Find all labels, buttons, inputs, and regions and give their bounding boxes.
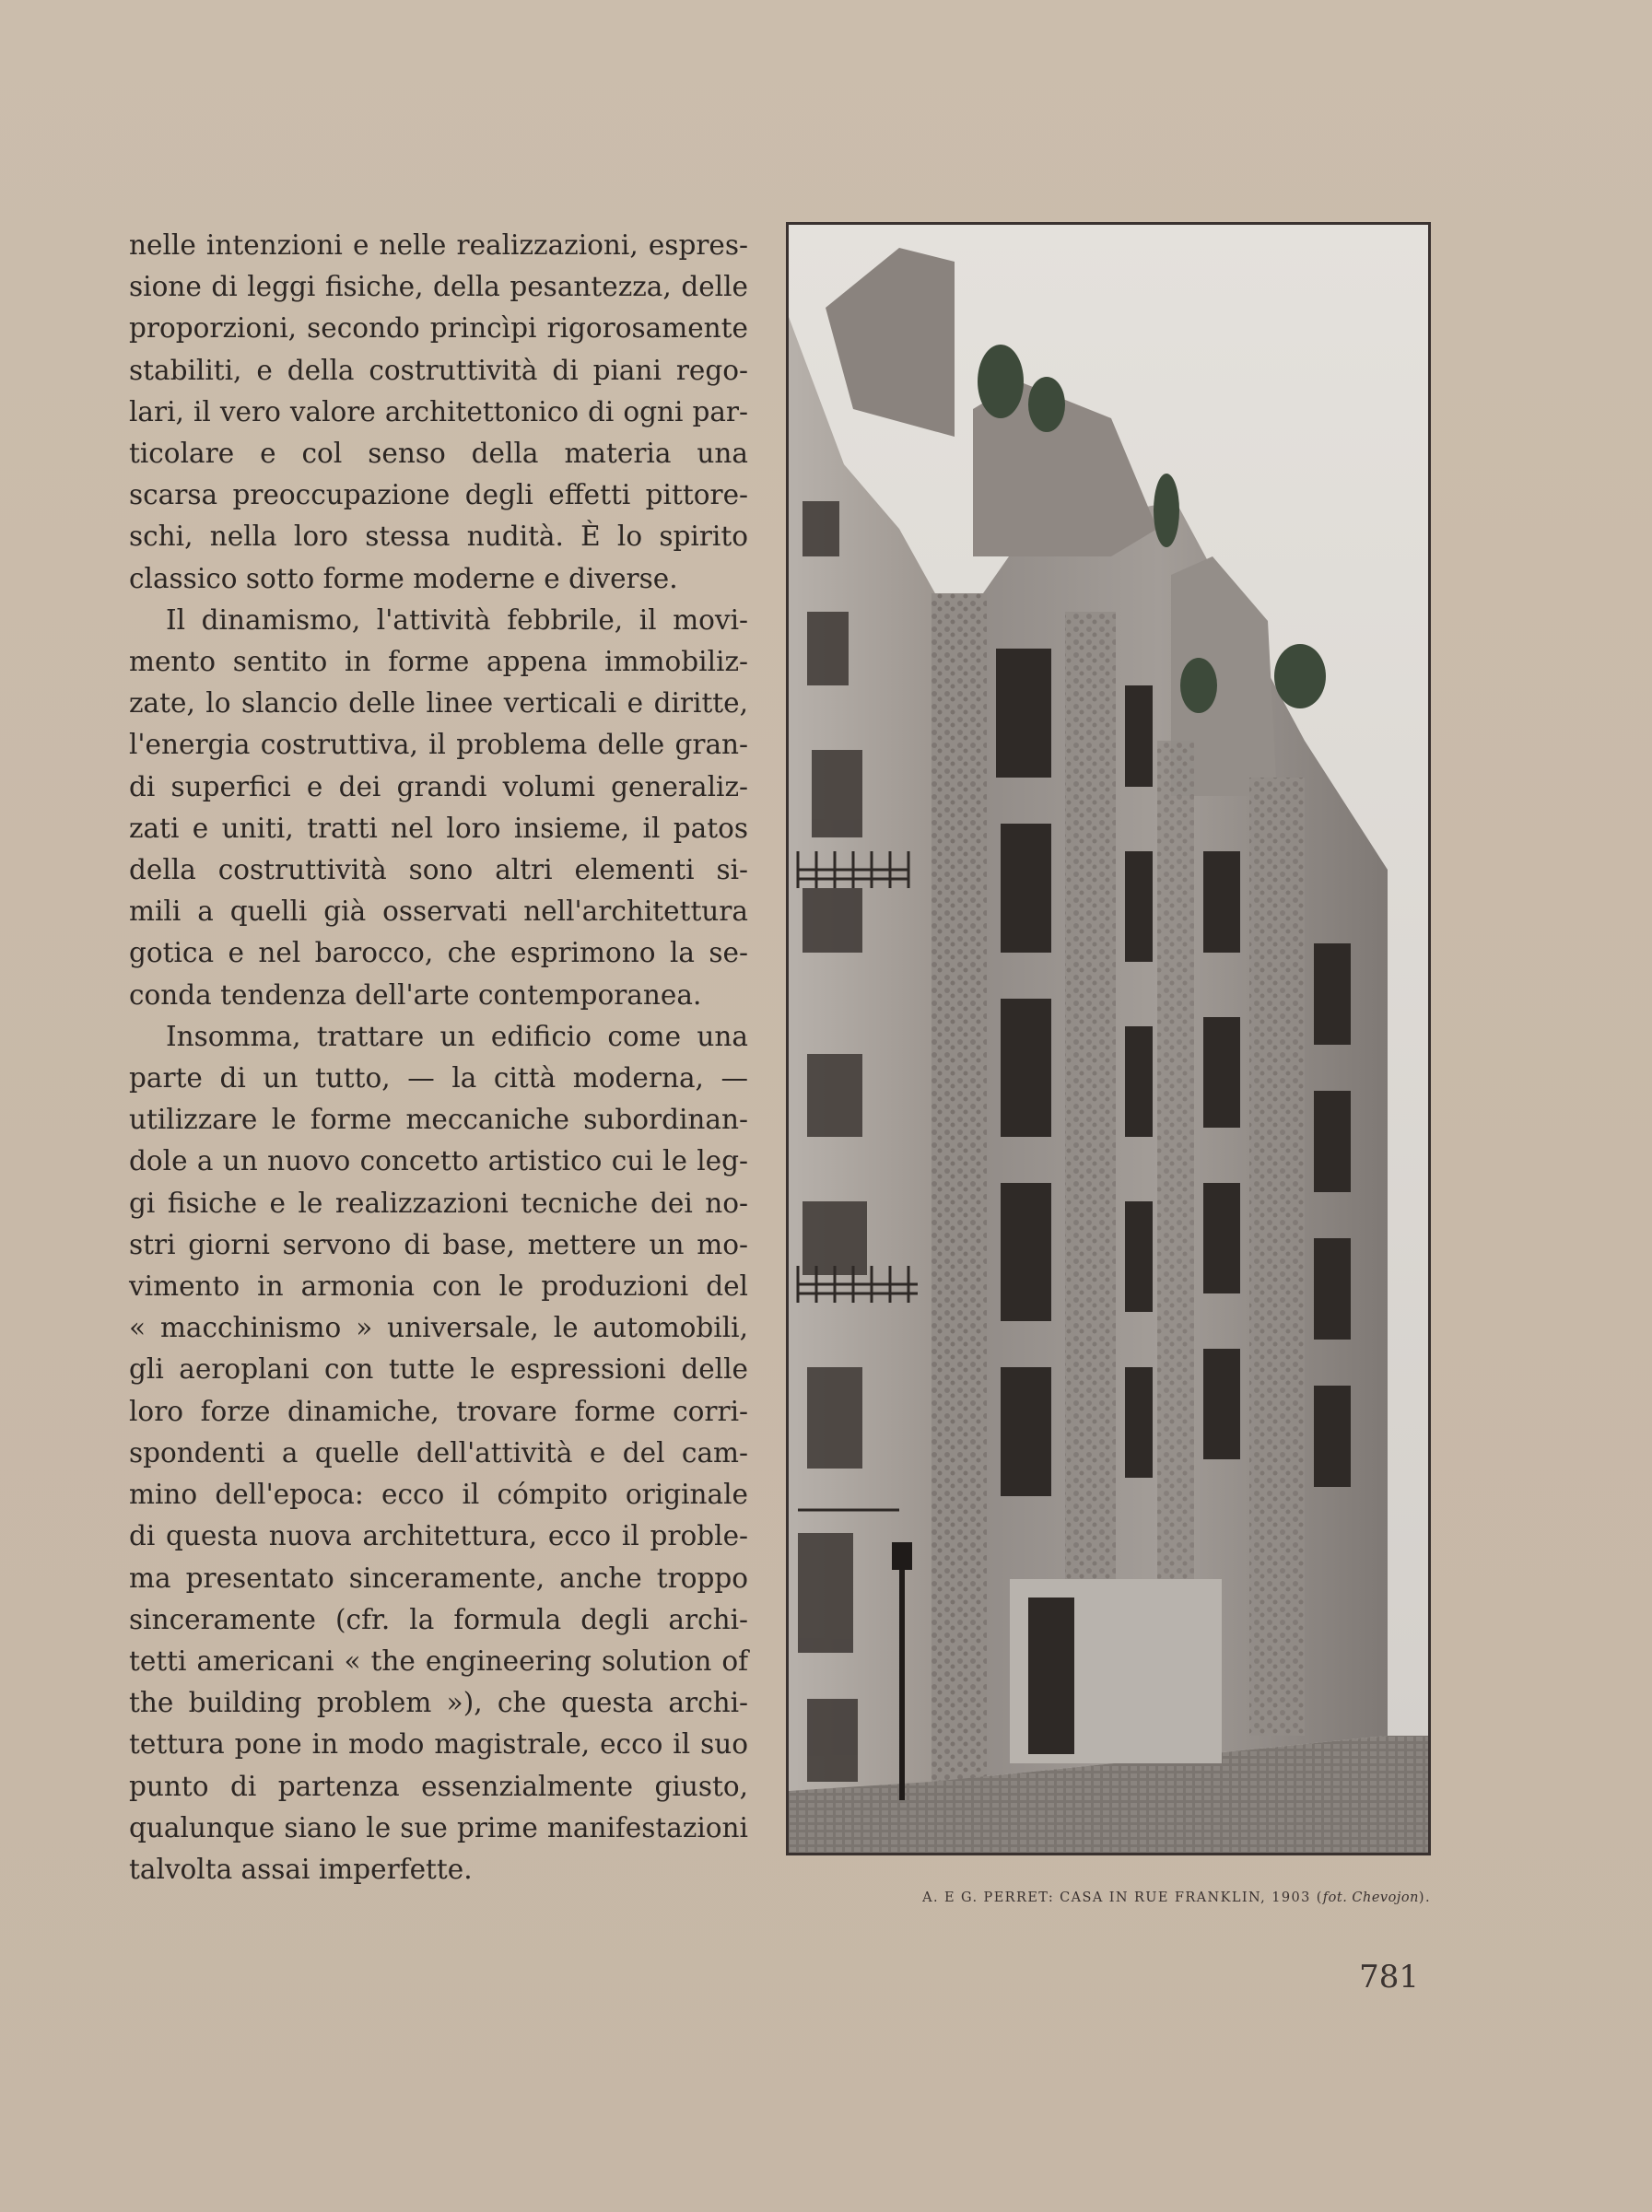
text-line: sione di leggi fisiche, della pesantezza, delle — [129, 271, 748, 303]
text-line: stri giorni servono di base, mettere un mo- — [129, 1228, 748, 1260]
text-line: « macchinismo » universale, le automobili, — [129, 1312, 748, 1344]
text-line: parte di un tutto, — la città moderna, — — [129, 1062, 748, 1094]
text-line: talvolta assai imperfette. — [129, 1853, 473, 1885]
paragraph-3 — [129, 1016, 748, 1890]
text-line: ma presentato sinceramente, anche troppo — [129, 1562, 748, 1594]
text-line: tetti americani « the engineering solution of — [129, 1644, 748, 1677]
text-line: di superfici e dei grandi volumi generaliz- — [129, 770, 748, 802]
text-line: scarsa preoccupazione degli effetti pittore- — [129, 479, 748, 511]
paragraph-2 — [129, 600, 748, 1016]
text-line: schi, nella loro stessa nudità. È lo spirito — [129, 521, 748, 553]
caption-end: ). — [1418, 1890, 1431, 1905]
figure-caption — [786, 1890, 1431, 1905]
text-line: utilizzare le forme meccaniche subordinan- — [129, 1104, 748, 1136]
text-line: ticolare e col senso della materia una — [129, 438, 748, 470]
text-line: zate, lo slancio delle linee verticali e diritte, — [129, 687, 748, 720]
text-line: di questa nuova architettura, ecco il proble- — [129, 1520, 748, 1552]
text-line: mili a quelli già osservati nell'architettura — [129, 895, 748, 928]
text-line: nelle intenzioni e nelle realizzazioni, espres- — [129, 229, 748, 261]
text-line: loro forze dinamiche, trovare forme corri- — [129, 1395, 748, 1427]
text-line: dole a un nuovo concetto artistico cui le leg- — [129, 1145, 748, 1177]
paragraph-1 — [129, 225, 748, 600]
text-line: spondenti a quelle dell'attività e del cam- — [129, 1436, 748, 1469]
text-line: proporzioni, secondo princìpi rigorosamente — [129, 312, 748, 345]
text-line: gli aeroplani con tutte le espressioni delle — [129, 1353, 748, 1386]
text-line: qualunque siano le sue prime manifestazioni — [129, 1811, 748, 1843]
text-line: della costruttività sono altri elementi si- — [129, 854, 748, 886]
caption-text: A. E G. PERRET: CASA IN RUE FRANKLIN, 1903 ( — [922, 1890, 1323, 1905]
text-line: mento sentito in forme appena immobiliz- — [129, 646, 748, 678]
caption-credit: fot. Chevojon — [1322, 1890, 1419, 1905]
text-line: zati e uniti, tratti nel loro insieme, il patos — [129, 812, 748, 844]
text-line: classico sotto forme moderne e diverse. — [129, 562, 678, 594]
text-line: Il dinamismo, l'attività febbrile, il movi- — [166, 603, 748, 636]
building-photo-illustration — [789, 225, 1428, 1853]
text-line: the building problem »), che questa archi- — [129, 1687, 748, 1719]
text-line: sinceramente (cfr. la formula degli archi- — [129, 1603, 748, 1635]
text-line: Insomma, trattare un edificio come una — [166, 1020, 748, 1052]
text-line: vimento in armonia con le produzioni del — [129, 1270, 748, 1303]
text-line: gotica e nel barocco, che esprimono la se- — [129, 937, 748, 969]
text-line: conda tendenza dell'arte contemporanea. — [129, 978, 702, 1011]
text-line: lari, il vero valore architettonico di ogni par- — [129, 395, 748, 427]
page-number: 781 — [1359, 1959, 1419, 1995]
text-line: l'energia costruttiva, il problema delle gran- — [129, 729, 748, 761]
text-line: gi fisiche e le realizzazioni tecniche dei no- — [129, 1187, 748, 1219]
text-line: mino dell'epoca: ecco il cómpito originale — [129, 1479, 748, 1511]
text-line: tettura pone in modo magistrale, ecco il suo — [129, 1728, 748, 1761]
text-line: punto di partenza essenzialmente giusto, — [129, 1770, 748, 1802]
building-photograph — [786, 222, 1431, 1855]
body-text — [129, 225, 748, 1890]
text-line: stabiliti, e della costruttività di piani rego- — [129, 354, 748, 386]
